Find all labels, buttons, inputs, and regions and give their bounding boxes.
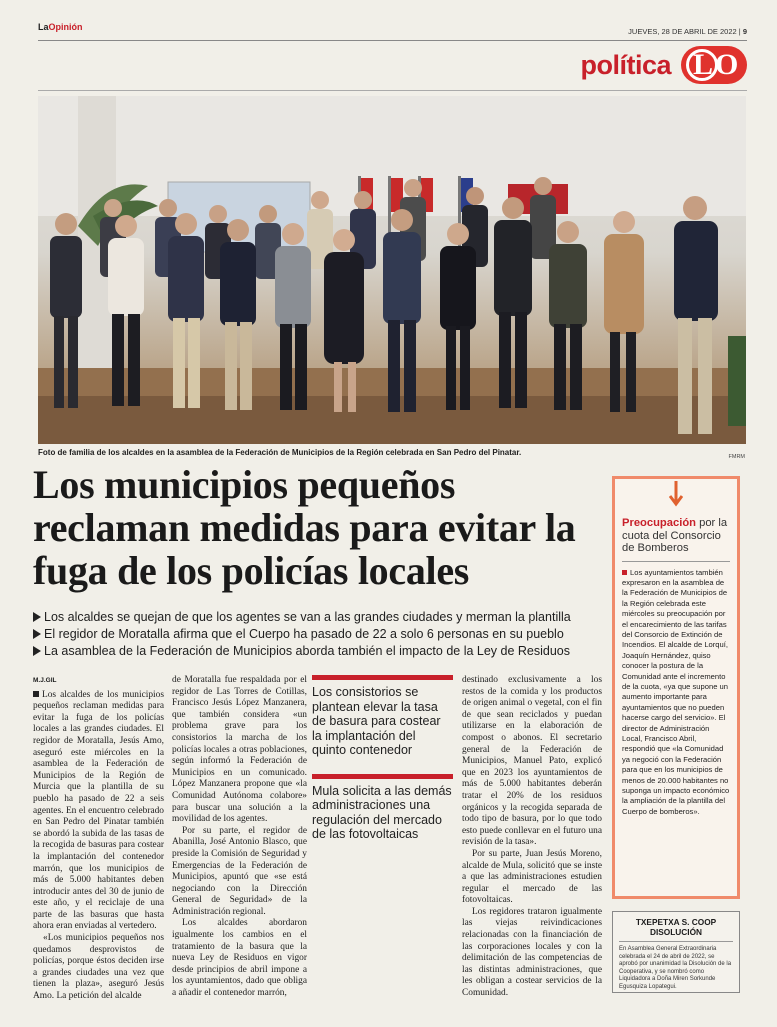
section-label: política <box>580 49 671 80</box>
notice-text: En Asamblea General Extraordinaria celebrada el 24 de abril de 2022, se aprobó por unanimidad la Disolución de la Cooperativa, y se nombró como Liquidadora a Doña Miren Sorkunde Egusquiza Lopategui. <box>619 946 732 990</box>
paragraph: Los alcaldes de los municipios pequeños reclaman medidas para evitar la fuga de los policías locales a las grandes ciudades. El regidor de Moratalla, Jesús Amo, aseguró este miércoles en la asamblea de la Federación de Municipios de la Región de Murcia que la plantilla de su pueblo ha pasado de 22 a seis agentes. En el encuentro celebrado en San Pedro del Pinatar también se abordó la subida de las tasas de la recogida de basuras para costear la implantación del contenedor marrón, que los municipios de más de 5.000 habitantes deben introducir antes del 30 de junio de este año, y el reciclaje de una parte de las basuras que hasta ahora eran enviadas al vertedero. <box>33 689 164 932</box>
bullet-triangle-icon <box>33 646 41 656</box>
byline: M.J.GIL <box>33 677 57 684</box>
subhead-item: Los alcaldes se quejan de que los agentes se van a las grandes ciudades y merman la plantilla <box>33 609 605 626</box>
body-column-2 <box>172 675 307 1000</box>
legal-notice <box>612 911 740 993</box>
sidebar-title: Preocupación por la cuota del Consorcio de Bomberos <box>622 517 728 554</box>
lead-square-icon <box>622 570 627 575</box>
page-number: 9 <box>742 27 747 36</box>
arrow-down-icon <box>669 481 683 507</box>
paragraph: de Moratalla fue respaldada por el regidor de Las Torres de Cotillas, Francisco Jesús López Manzanera, que también considera «un problema grave para los consistorios la marcha de los policías locales a otras poblaciones, según informó la Federación de Municipios en un comunicado. López Manzanera propone que «la Comunidad Autónoma colabore» para buscar una solución a la movilidad de los agentes. <box>172 675 307 825</box>
section-rule <box>38 90 747 91</box>
paragraph: Por su parte, el regidor de Abanilla, José Antonio Blasco, que preside la Comisión de Seguridad y Emergencias de la Federación de Municipios, apuntó que «se está negociando con la Dirección General de Seguridad» de la Administración regional. <box>172 825 307 917</box>
group-photo <box>38 96 746 444</box>
newspaper-brand: LaOpinión <box>38 22 83 32</box>
pull-quote-column <box>312 675 453 842</box>
sidebar-text: Los ayuntamientos también expresaron en la asamblea de la Federación de Municipios de la Región celebrada este miércoles su preocupación por el encarecimiento de las tarifas del Consorcio de Extinción de Incendios. El alcalde de Lorquí, Joaquín Hernández, quiso conocer la postura de la Comunidad ante el incremento de la cuota, «ya que supone un aumento importante para ayuntamientos que no pueden hacerse cargo del servicio». El director de Administración Local, Francisco Abril, respondió que «la Comunidad ya negoció con la Federación para que en los municipios de menos de 20.000 habitantes no suponga un impacto económico la ampliación de la plantilla del Cuerpo de bomberos». <box>622 567 730 816</box>
paragraph: «Los municipios pequeños nos quedamos desprovistos de policías, porque éstos deciden irse a grandes ciudades una vez que tienen la plaza», aseguró Jesús Amo. La petición del alcalde <box>33 933 164 1002</box>
subhead-item: El regidor de Moratalla afirma que el Cuerpo ha pasado de 22 a solo 6 personas en su pueblo <box>33 626 605 643</box>
paragraph: Por su parte, Juan Jesús Moreno, alcalde de Mula, solicitó que se inste a que las administraciones estudien regular el mercado de las fotovoltaicas. <box>462 848 602 906</box>
section-header <box>580 44 747 86</box>
lo-logo: L O <box>681 46 747 84</box>
dateline: JUEVES, 28 DE ABRIL DE 2022 | 9 <box>628 27 747 36</box>
paragraph: Los regidores trataron igualmente las viejas reivindicaciones relacionadas con la financiación de las corporaciones locales y con la delimitación de las competencias de las distintas administraciones, que les obligan a costear servicios de la Comunidad. <box>462 906 602 999</box>
subhead-item: La asamblea de la Federación de Municipios aborda también el impacto de la Ley de Residuos <box>33 643 605 660</box>
bullet-triangle-icon <box>33 629 41 639</box>
notice-title: TXEPETXA S. COOP DISOLUCIÓN <box>619 918 733 942</box>
article-headline: Los municipios pequeños reclaman medidas para evitar la fuga de los policías locales <box>33 462 576 593</box>
masthead <box>38 22 747 38</box>
lead-square-icon <box>33 691 39 697</box>
photo-caption: Foto de familia de los alcaldes en la asamblea de la Federación de Municipios de la Región celebrada en San Pedro del Pinatar. <box>38 448 522 457</box>
divider <box>622 561 730 562</box>
sidebar-box <box>612 476 740 899</box>
top-rule <box>38 40 747 41</box>
pull-quote: Mula solicita a las demás administraciones una regulación del mercado de las fotovoltaicas <box>312 774 453 842</box>
photo-credit: FMRM <box>728 454 745 460</box>
pull-quote: Los consistorios se plantean elevar la tasa de basura para costear la implantación del quinto contenedor <box>312 675 453 758</box>
issue-date: JUEVES, 28 DE ABRIL DE 2022 <box>628 27 737 36</box>
article-subheads <box>33 609 605 660</box>
body-column-1 <box>33 675 164 1003</box>
body-column-3 <box>462 675 602 1000</box>
paragraph: Los alcaldes abordaron igualmente los cambios en el tratamiento de la basura que la nueva Ley de Residuos en vigor desde principios de abril impone a los ayuntamientos, dado que obliga a añadir el contenedor marrón, <box>172 918 307 999</box>
paragraph: destinado exclusivamente a los restos de la comida y los productos de origen animal o vegetal, con el fin de que sean reciclados y puedan utilizarse en la elaboración de compost o abonos. El secretario general de la Federación de Municipios, Manuel Pato, explicó que en 2023 los ayuntamientos de más de 5.000 habitantes deberán tratar el 20% de los residuos orgánicos y la recogida separada de todo tipo de basura, por lo que todo esto puede conllevar en el futuro una revisión de la tasa». <box>462 675 602 848</box>
bullet-triangle-icon <box>33 612 41 622</box>
